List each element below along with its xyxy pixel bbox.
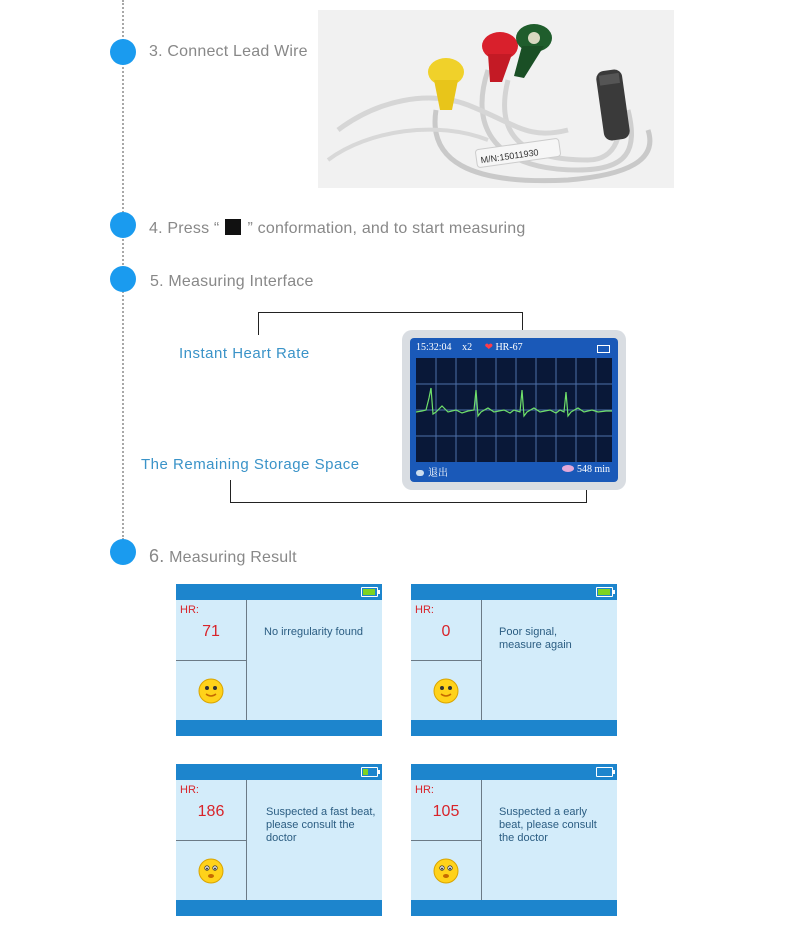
black-square-icon: [225, 219, 241, 235]
battery-icon: [596, 587, 613, 597]
battery-icon: [596, 767, 613, 777]
heart-icon: ❤: [484, 342, 493, 353]
storage-icon: [562, 465, 574, 472]
panel-header: [176, 584, 382, 600]
step-4-marker: [110, 212, 136, 238]
panel-footer: [176, 720, 382, 736]
hr-label: HR:: [415, 604, 434, 616]
battery-fill: [363, 589, 375, 595]
hr-value: 105: [432, 803, 460, 820]
battery-icon: [361, 587, 378, 597]
lead-wire-photo: [318, 10, 674, 188]
lead-wire-illustration: [318, 10, 674, 188]
worried-face-icon: [433, 858, 459, 884]
panel-header: [411, 584, 617, 600]
smiley-face-icon: [433, 678, 459, 704]
hr-label: HR:: [180, 784, 199, 796]
result-panel-1: [176, 584, 382, 736]
ecg-device: [402, 330, 626, 490]
device-exit-label: 退出: [428, 468, 448, 479]
step-4-label: [149, 219, 525, 238]
step-6-marker: [110, 539, 136, 565]
step-4-text-pre: 4. Press “: [149, 220, 220, 237]
device-hr: HR-67: [495, 342, 523, 353]
step-3-label: 3. Connect Lead Wire: [149, 43, 308, 60]
device-time: 15:32:04: [416, 342, 452, 353]
hr-value: 71: [202, 623, 220, 640]
result-panel-2: [411, 584, 617, 736]
battery-icon: [361, 767, 378, 777]
hr-label: HR:: [180, 604, 199, 616]
battery-fill: [363, 769, 368, 775]
panel-header: [411, 764, 617, 780]
device-screen: [410, 338, 618, 482]
panel-footer: [411, 720, 617, 736]
device-status-bar: [416, 342, 612, 356]
panel-footer: [411, 900, 617, 916]
hr-value: 0: [441, 623, 451, 640]
smiley-face-icon: [198, 678, 224, 704]
step-6-number: 6.: [149, 546, 165, 566]
step-5-label: 5. Measuring Interface: [150, 273, 314, 290]
result-message: Poor signal, measure again: [499, 626, 572, 651]
exit-icon: [416, 470, 424, 476]
lead-wire-model-label: M/N:15011930: [479, 147, 540, 166]
hr-label: HR:: [415, 784, 434, 796]
panel-header: [176, 764, 382, 780]
step-6-text: Measuring Result: [169, 549, 297, 566]
device-battery-icon: [597, 345, 610, 353]
ecg-grid: [416, 358, 612, 462]
device-zoom: x2: [462, 342, 473, 353]
step-3-marker: [110, 39, 136, 65]
step-4-text-post: ” conformation, and to start measuring: [247, 220, 526, 237]
step-6-label: [149, 546, 297, 567]
worried-face-icon: [198, 858, 224, 884]
device-storage-area: [562, 464, 610, 475]
result-message: Suspected a fast beat, please consult the doctor: [266, 806, 376, 844]
hr-value: 186: [197, 803, 225, 820]
panel-footer: [176, 900, 382, 916]
device-storage: 548 min: [576, 464, 610, 475]
result-message: No irregularity found: [264, 626, 364, 638]
result-panel-4: [411, 764, 617, 916]
result-panel-3: [176, 764, 382, 916]
callout-remaining-storage: The Remaining Storage Space: [141, 456, 360, 473]
result-message: Suspected a early beat, please consult the doctor: [499, 806, 597, 844]
device-footer: [416, 464, 612, 478]
ecg-waveform: [416, 358, 612, 462]
step-5-marker: [110, 266, 136, 292]
battery-fill: [598, 589, 610, 595]
callout-instant-heart-rate: Instant Heart Rate: [179, 345, 310, 362]
